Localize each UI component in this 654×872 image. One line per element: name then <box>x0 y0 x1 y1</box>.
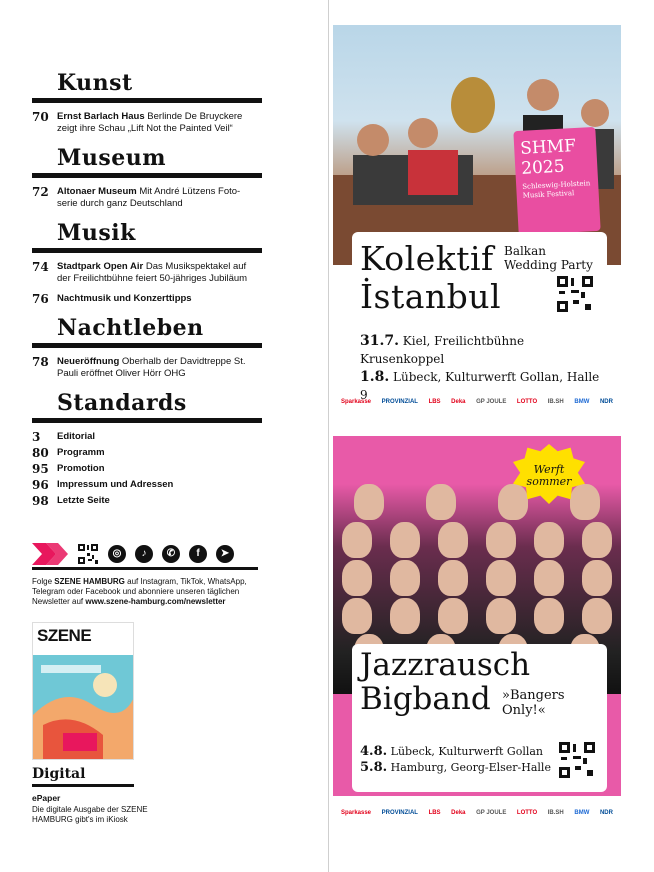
section-title: Museum <box>32 145 262 178</box>
section-title: Musik <box>32 220 262 253</box>
toc-entry[interactable] <box>32 356 262 380</box>
ad-subtitle: Balkan Wedding Party <box>504 244 593 272</box>
entry-text: Oberhalb der Davidtreppe St. Pauli eröffnet Oliver Hörr OHG <box>57 356 246 379</box>
page-number: 3 <box>32 430 41 444</box>
qr-code-icon[interactable] <box>77 543 99 565</box>
ad-jazzrausch-bigband[interactable]: Werft sommer Jazzrausch Bigband »Bangers Only!« 4.8. Lübeck, Kulturwerft Gollan 5.8. Hamburg, Georg-Elser-Halle Sparkasse PROVINZIAL LBS Deka GP JOULE LOTTO IB.SH BMW NDR <box>333 436 621 828</box>
cover-logo: SZENE <box>37 626 92 645</box>
page-number: 70 <box>32 110 49 124</box>
ad-subtitle: »Bangers Only!« <box>502 688 565 718</box>
whatsapp-icon[interactable]: ✆ <box>162 545 180 563</box>
arrow-logo-icon[interactable] <box>32 543 68 565</box>
section-title: Nachtleben <box>32 315 262 348</box>
list-item[interactable] <box>32 445 262 461</box>
list-item-label: Impressum und Adressen <box>57 479 174 490</box>
epaper-cover-image[interactable] <box>32 622 134 760</box>
ad-info-card <box>352 644 607 792</box>
page-number: 72 <box>32 185 49 199</box>
section-nachtleben <box>32 315 262 380</box>
section-museum <box>32 145 262 210</box>
digital-title: Digital <box>32 766 134 787</box>
ad-kolektif-istanbul[interactable] <box>333 25 621 413</box>
entry-title: Ernst Barlach Haus <box>57 111 145 122</box>
cover-illustration <box>33 655 134 760</box>
list-item-label: Letzte Seite <box>57 495 110 506</box>
section-kunst <box>32 70 262 135</box>
list-item-label: Programm <box>57 447 105 458</box>
page-number: 76 <box>32 292 49 306</box>
list-item[interactable] <box>32 477 262 493</box>
sponsor-logos: Sparkasse PROVINZIAL LBS Deka GP JOULE LOTTO IB.SH BMW NDR <box>341 810 613 816</box>
list-item[interactable] <box>32 429 262 445</box>
ad-dates: 4.8. Lübeck, Kulturwerft Gollan 5.8. Hamburg, Georg-Elser-Halle <box>360 744 551 775</box>
entry-title: Altonaer Museum <box>57 186 137 197</box>
section-title: Standards <box>32 390 262 423</box>
standards-list <box>32 429 262 509</box>
column-divider <box>328 0 329 872</box>
facebook-icon[interactable]: f <box>189 545 207 563</box>
entry-title: Stadtpark Open Air <box>57 261 144 272</box>
epaper-text: Die digitale Ausgabe der SZENE HAMBURG gibt's im iKiosk <box>32 804 148 824</box>
toc-entry[interactable] <box>32 261 262 285</box>
digital-description <box>32 793 152 826</box>
toc-entry[interactable] <box>32 186 262 210</box>
page-number: 96 <box>32 478 49 492</box>
instagram-icon[interactable]: ◎ <box>108 545 126 563</box>
entry-text: Das Musikspektakel auf der Freilichtbühne feiert 50-jähriges Jubiläum <box>57 261 248 284</box>
sponsor-footer <box>333 796 621 828</box>
social-bar <box>32 540 258 570</box>
list-item[interactable] <box>32 493 262 509</box>
entry-title: Neueröffnung <box>57 356 120 367</box>
ad-title: Kolektif İstanbul <box>360 239 502 316</box>
ad-info-card <box>352 232 607 402</box>
toc-entry[interactable] <box>32 111 262 135</box>
ad-dates: 31.7. Kiel, Freilichtbühne Krusenkoppel 1.8. Lübeck, Kulturwerft Gollan, Halle 9 <box>360 333 600 402</box>
qr-code-icon[interactable] <box>557 276 593 312</box>
list-item-label: Promotion <box>57 463 105 474</box>
epaper-label: ePaper <box>32 793 61 803</box>
page-number: 98 <box>32 494 49 508</box>
entry-text: Berlinde De Bruyckere zeigt ihre Schau „Lift Not the Painted Veil“ <box>57 111 243 134</box>
list-item-label: Editorial <box>57 431 96 442</box>
newsletter-link[interactable]: www.szene-hamburg.com/newsletter <box>85 597 226 606</box>
follow-text: Folge SZENE HAMBURG auf Instagram, TikTok, WhatsApp, Telegram oder Facebook und abonniere unseren täglichen Newsletter auf www.szene-hamburg.com/newsletter <box>32 577 247 606</box>
page-number: 80 <box>32 446 49 460</box>
telegram-icon[interactable]: ➤ <box>216 545 234 563</box>
table-of-contents <box>32 70 262 519</box>
entry-title: Nachtmusik und Konzerttipps <box>57 293 192 304</box>
qr-code-icon[interactable] <box>559 742 595 778</box>
list-item[interactable] <box>32 461 262 477</box>
entry-text: Mit André Lützens Foto- serie durch ganz Deutschland <box>57 186 241 209</box>
page-number: 95 <box>32 462 49 476</box>
section-musik <box>32 220 262 305</box>
tiktok-icon[interactable]: ♪ <box>135 545 153 563</box>
toc-entry[interactable] <box>32 293 262 305</box>
shmf-badge: SHMF 2025 Schleswig-Holstein Musik Festival <box>513 127 600 235</box>
brand-name: SZENE HAMBURG <box>54 577 125 586</box>
page-number: 74 <box>32 260 49 274</box>
section-title: Kunst <box>32 70 262 103</box>
ad-title: Jazzrausch Bigband <box>360 647 531 717</box>
sponsor-logos: Sparkasse PROVINZIAL LBS Deka GP JOULE LOTTO IB.SH BMW NDR <box>341 399 613 405</box>
section-standards <box>32 390 262 509</box>
page-number: 78 <box>32 355 49 369</box>
